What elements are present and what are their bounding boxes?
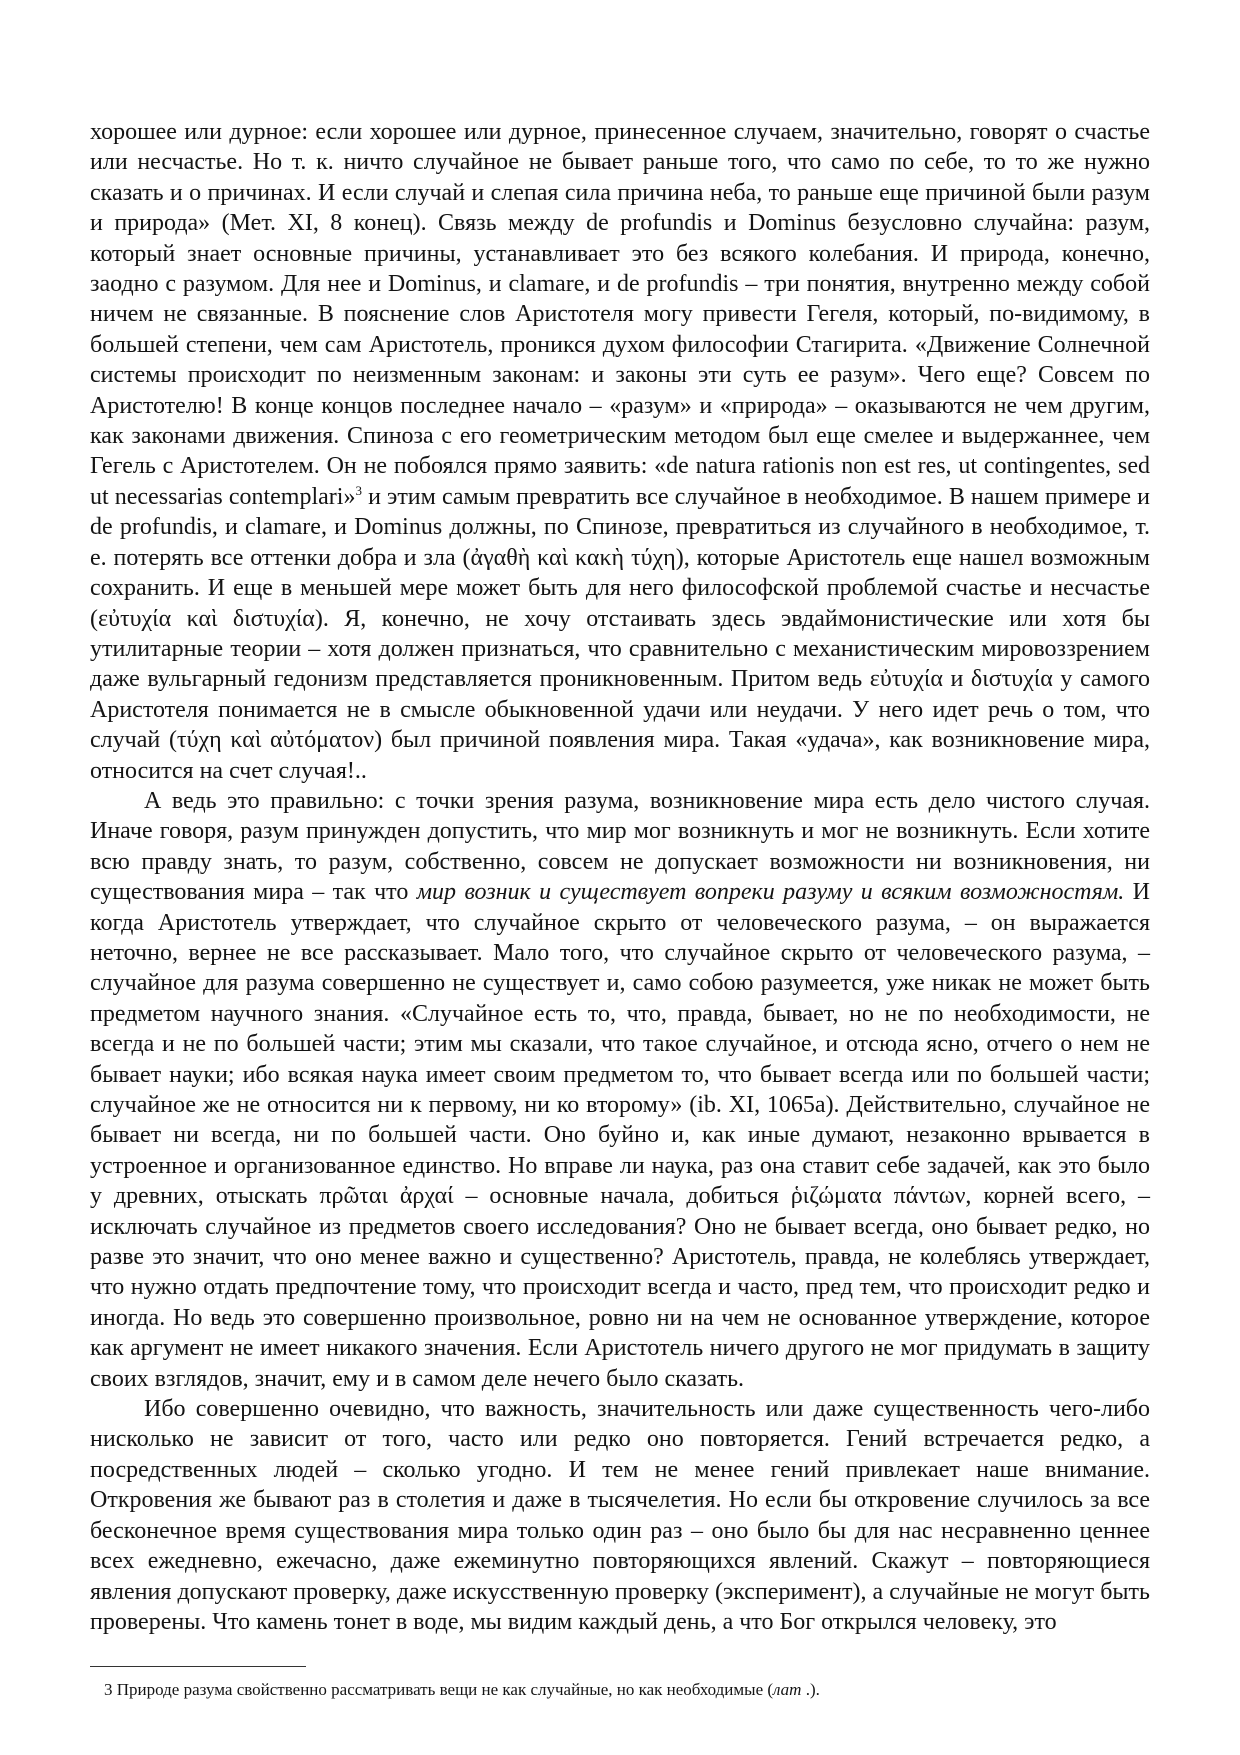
footnote-ref-3[interactable]: 3 (355, 482, 362, 498)
paragraph-2-italic: мир возник и существует вопреки разуму и всяким возможностям. (416, 879, 1125, 906)
footnote-number: 3 (104, 1680, 113, 1699)
footnote-close: .). (801, 1680, 820, 1699)
footnote-divider (90, 1666, 306, 1667)
paragraph-2-text-b: И когда Аристотель утверждает, что случайное скрыто от человеческого разума, – он выражается неточно, вернее не все рассказывает. Мало того, что случайное скрыто от человеческого разума, – случайное для разума совершенно не существует и, само собою разумеется, уже никак не может быть предметом научного знания. «Случайное есть то, что, правда, бывает, но не по необходимости, не всегда и не по большей части; этим мы сказали, что такое случайное, и отсюда ясно, отчего о нем не бывает науки; ибо всякая наука имеет своим предметом то, что бывает всегда или по большей части; случайное же не относится ни к первому, ни ко второму» (ib. XI, 1065a). Действительно, случайное не бывает ни всегда, ни по большей части. Оно буйно и, как иные думают, незаконно врывается в устроенное и организованное единство. Но вправе ли наука, раз она ставит себе задачей, как это было у древних, отыскать πρῶται ἀρχαί – основные начала, добиться ῥιζώματα πάντων, корней всего, – исключать случайное из предметов своего исследования? Оно не бывает всегда, оно бывает редко, но разве это значит, что оно менее важно и существенно? Аристотель, правда, не колеблясь утверждает, что нужно отдать предпочтение тому, что происходит всегда и часто, пред тем, что происходит редко и иногда. Но ведь это совершенно произвольное, ровно ни на чем не основанное утверждение, которое как аргумент не имеет никакого значения. Если Аристотель ничего другого не мог придумать в защиту своих взглядов, значит, ему и в самом деле нечего было сказать. (90, 879, 1150, 1392)
main-text (90, 117, 1150, 1637)
paragraph-3-text: Ибо совершенно очевидно, что важность, значительность или даже существенность чего-либо нисколько не зависит от того, часто или редко оно повторяется. Гений встречается редко, а посредственных людей – сколько угодно. И тем не менее гений привлекает наше внимание. Откровения же бывают раз в столетия и даже в тысячелетия. Но если бы откровение случилось за все бесконечное время существования мира только один раз – оно было бы для нас несравненно ценнее всех ежедневно, ежечасно, даже ежеминутно повторяющихся явлений. Скажут – повторяющиеся явления допускают проверку, даже искусственную проверку (эксперимент), а случайные не могут быть проверены. Что камень тонет в воде, мы видим каждый день, а что Бог открылся человеку, это (90, 1396, 1150, 1635)
paragraph-1-text-a: хорошее или дурное: если хорошее или дурное, принесенное случаем, значительно, говорят о счастье или несчастье. Но т. к. ничто случайное не бывает раньше того, что само по себе, то то же нужно сказать и о причинах. И если случай и слепая сила причина неба, то раньше еще причиной были разум и природа» (Мет. XI, 8 конец). Связь между de profundis и Dominus безусловно случайна: разум, который знает основные причины, устанавливает это без всякого колебания. И природа, конечно, заодно с разумом. Для нее и Dominus, и clamare, и de profundis – три понятия, внутренно между собой ничем не связанные. В пояснение слов Аристотеля могу привести Гегеля, который, по-видимому, в большей степени, чем сам Аристотель, проникся духом философии Стагирита. «Движение Солнечной системы происходит по неизменным законам: и законы эти суть ее разум». Чего еще? Совсем по Аристотелю! В конце концов последнее начало – «разум» и «природа» – оказываются не чем другим, как законами движения. Спиноза с его геометрическим методом был еще смелее и выдержаннее, чем Гегель с Аристотелем. Он не побоялся прямо заявить: «de natura rationis non est res, ut contingentes, sed ut necessarias contemplari» (90, 119, 1150, 510)
footnote-lang: лат (773, 1680, 802, 1699)
paragraph-1-text-b: и этим самым превратить все случайное в необходимое. В нашем примере и de profundis, и clamare, и Dominus должны, по Спинозе, превратиться из случайного в необходимое, т. е. потерять все оттенки добра и зла (ἀγαθὴ καὶ κακὴ τύχη), которые Аристотель еще нашел возможным сохранить. И еще в меньшей мере может быть для него философской проблемой счастье и несчастье (εὐτυχία καὶ διστυχία). Я, конечно, не хочу отстаивать здесь эвдаймонистические или хотя бы утилитарные теории – хотя должен признаться, что сравнительно с механистическим мировоззрением даже вульгарный гедонизм представляется проникновенным. Притом ведь εὐτυχία и διστυχία у самого Аристотеля понимается не в смысле обыкновенной удачи или неудачи. У него идет речь о том, что случай (τύχη καὶ αὐτόματον) был причиной появления мира. Такая «удача», как возникновение мира, относится на счет случая!.. (90, 483, 1150, 784)
paragraph-3 (90, 1394, 1150, 1637)
paragraph-2-text-a: А ведь это правильно: с точки зрения разума, возникновение мира есть дело чистого случая. Иначе говоря, разум принужден допустить, что мир мог возникнуть и мог не возникнуть. Если хотите всю правду знать, то разум, собственно, совсем не допускает возможности ни возникновения, ни существования мира – так что (90, 787, 1150, 906)
footnote-text: Природе разума свойственно рассматривать вещи не как случайные, но как необходимые ( (112, 1680, 774, 1699)
footnote (104, 1679, 1144, 1701)
paragraph-1 (90, 117, 1150, 786)
paragraph-2 (90, 786, 1150, 1394)
